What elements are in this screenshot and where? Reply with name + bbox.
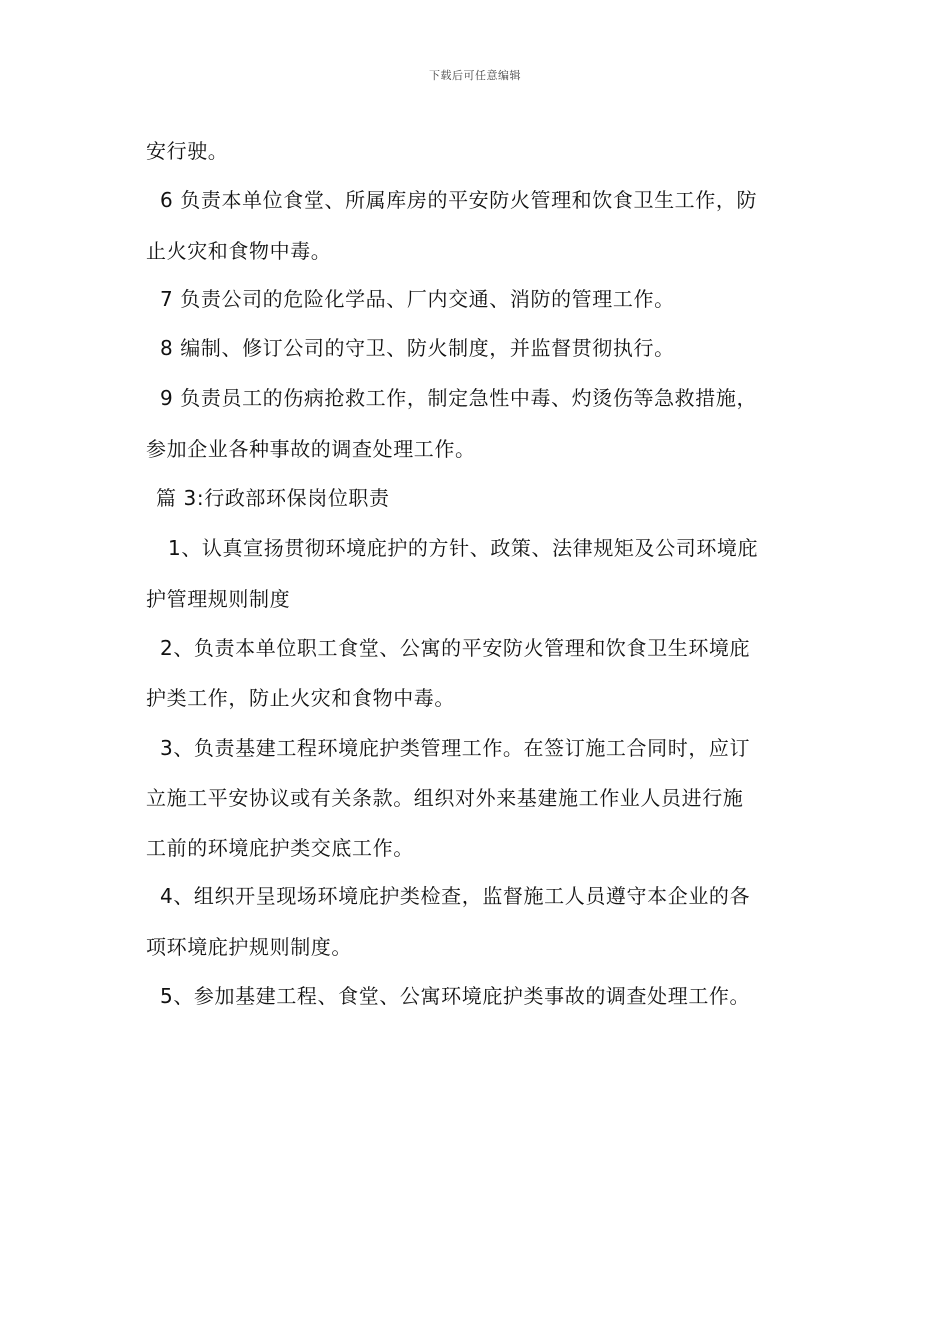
text-line: 参加企业各种事故的调查处理工作。	[146, 437, 476, 461]
text-line: 9 负责员工的伤病抢救工作，制定急性中毒、灼烫伤等急救措施，	[160, 386, 758, 410]
text-line: 2、负责本单位职工食堂、公寓的平安防火管理和饮食卫生环境庇	[160, 636, 751, 660]
text-line: 护管理规则制度	[146, 587, 291, 611]
text-line: 3、负责基建工程环境庇护类管理工作。在签订施工合同时，应订	[160, 736, 751, 760]
text-line: 立施工平安协议或有关条款。组织对外来基建施工作业人员进行施	[146, 786, 744, 810]
text-line: 5、参加基建工程、食堂、公寓环境庇护类事故的调查处理工作。	[160, 984, 751, 1008]
section-heading: 篇 3:行政部环保岗位职责	[156, 486, 390, 510]
text-line: 护类工作，防止火灾和食物中毒。	[146, 686, 455, 710]
text-line: 止火灾和食物中毒。	[146, 239, 332, 263]
text-line: 8 编制、修订公司的守卫、防火制度，并监督贯彻执行。	[160, 336, 675, 360]
text-line: 6 负责本单位食堂、所属库房的平安防火管理和饮食卫生工作，防	[160, 188, 758, 212]
text-line: 1、认真宣扬贯彻环境庇护的方针、政策、法律规矩及公司环境庇	[168, 536, 759, 560]
text-line: 工前的环境庇护类交底工作。	[146, 836, 414, 860]
text-line: 4、组织开呈现场环境庇护类检查，监督施工人员遵守本企业的各	[160, 884, 751, 908]
text-line: 安行驶。	[146, 139, 229, 163]
text-line: 项环境庇护规则制度。	[146, 935, 352, 959]
text-line: 7 负责公司的危险化学品、厂内交通、消防的管理工作。	[160, 287, 675, 311]
page-header: 下载后可任意编辑	[429, 69, 521, 82]
